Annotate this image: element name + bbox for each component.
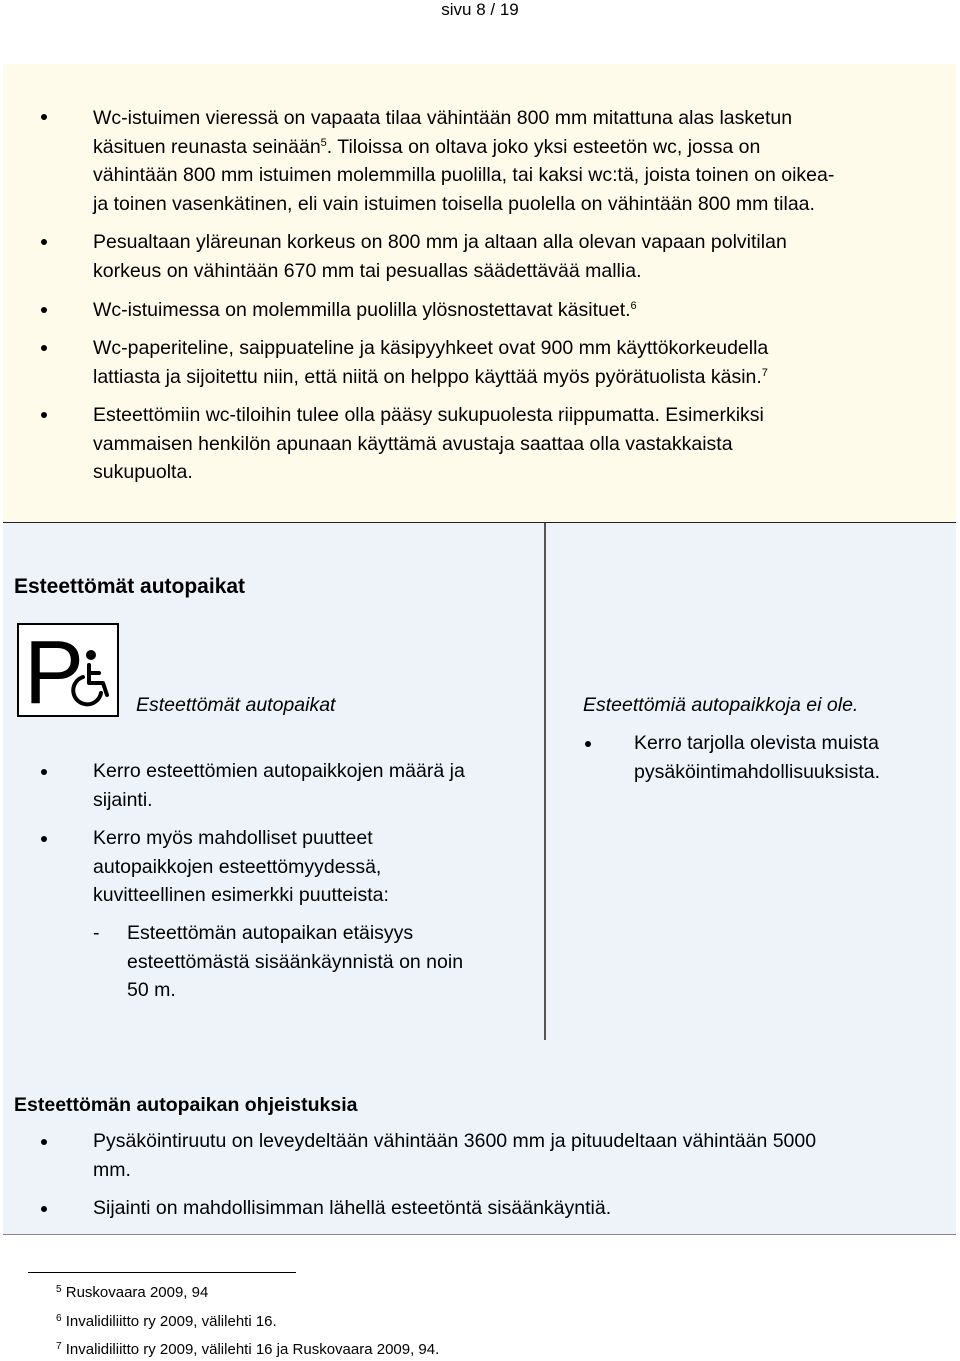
bullet xyxy=(41,114,47,120)
list-item xyxy=(634,729,954,786)
bullet xyxy=(41,345,47,351)
accessible-parking-icon xyxy=(17,623,119,717)
list-item xyxy=(93,1194,943,1223)
text-line: käsituen reunasta seinään$^5$. Tiloissa on oltava joko yksi esteetön wc, jossa on xyxy=(93,135,761,158)
list-item xyxy=(93,401,933,487)
parking-letter: P xyxy=(24,625,85,715)
list-item xyxy=(93,1127,943,1184)
accessible-parking-icon-graphic xyxy=(19,625,117,715)
dash-marker: - xyxy=(93,922,100,944)
text-line: Sijainti on mahdollisimman lähellä esteetöntä sisäänkäyntiä. xyxy=(93,1197,612,1219)
text-line: Pysäköintiruutu on leveydeltään vähintään 3600 mm ja pituudeltaan vähintään 5000 xyxy=(93,1130,817,1152)
text-line: ja toinen vasenkätinen, eli vain istuimen toisella puolella on vähintään 800 mm tilaa. xyxy=(93,192,815,215)
text-line: autopaikkojen esteettömyydessä, xyxy=(93,855,382,878)
list-item xyxy=(93,334,933,391)
text-line: Wc-istuimen vieressä on vapaata tilaa vähintään 800 mm mitattuna alas lasketun xyxy=(93,107,793,129)
bullet xyxy=(41,239,47,245)
text-line: sukupuolta. xyxy=(93,461,193,483)
footnote-ref[interactable]: 6 xyxy=(630,300,637,312)
text-line: vammaisen henkilön apunaan käyttämä avustaja saattaa olla vastakkaista xyxy=(93,432,733,455)
text-line: Wc-paperiteline, saippuateline ja käsipyyhkeet ovat 900 mm käyttökorkeudella xyxy=(93,337,769,359)
footnote-ref[interactable]: 5 xyxy=(320,136,327,149)
text-line: esteettömästä sisäänkäynnistä on noin xyxy=(127,950,464,973)
list-item xyxy=(93,757,533,814)
text-line: vähintään 800 mm istuimen molemmilla puolilla, tai kaksi wc:tä, joista toinen on oikea- xyxy=(93,164,835,186)
footnote-ref[interactable]: 7 xyxy=(761,366,768,379)
footnote: $^5$ Ruskovaara 2009, 94 xyxy=(56,1284,209,1301)
text-line: Esteettömän autopaikan etäisyys xyxy=(127,922,414,944)
text-line: Wc-istuimessa on molemmilla puolilla ylösnostettavat käsituet.$^6$ xyxy=(93,299,637,321)
bullet xyxy=(41,1139,47,1145)
text-line: 50 m. xyxy=(127,979,176,1001)
left-caption: Esteettömät autopaikat xyxy=(136,694,336,716)
page-number: sivu 8 / 19 xyxy=(441,0,519,19)
list-item xyxy=(93,104,933,218)
text-line: Kerro myös mahdolliset puutteet xyxy=(93,827,373,849)
column-divider xyxy=(544,523,546,1040)
bullet xyxy=(41,836,47,842)
text-line: Esteettömiin wc-tiloihin tulee olla pääsy sukupuolesta riippumatta. Esimerkiksi xyxy=(93,404,764,426)
footnote: $^7$ Invalidiliitto ry 2009, välilehti 16 ja Ruskovaara 2009, 94. xyxy=(56,1341,440,1358)
bullet xyxy=(41,1206,47,1212)
text-line: Kerro esteettömien autopaikkojen määrä ja xyxy=(93,760,465,782)
guidelines-heading: Esteettömän autopaikan ohjeistuksia xyxy=(14,1094,358,1116)
text-line: lattiasta ja sijoitettu niin, että niitä on helppo käyttää myös pyörätuolista käsin.$^7$ xyxy=(93,365,768,388)
bullet xyxy=(585,741,591,747)
footnote-separator xyxy=(28,1272,296,1273)
list-item xyxy=(93,824,533,910)
text-line: Pesualtaan yläreunan korkeus on 800 mm ja altaan alla olevan vapaan polvitilan xyxy=(93,231,787,253)
bullet xyxy=(41,307,47,313)
parking-heading: Esteettömät autopaikat xyxy=(14,575,246,598)
text-line: kuvitteellinen esimerkki puutteista: xyxy=(93,884,389,906)
list-item xyxy=(93,296,933,325)
right-caption: Esteettömiä autopaikkoja ei ole. xyxy=(583,694,859,716)
text-line: Kerro tarjolla olevista muista xyxy=(634,732,879,754)
text-line: mm. xyxy=(93,1158,131,1181)
text-line: korkeus on vähintään 670 mm tai pesuallas säädettävää mallia. xyxy=(93,259,642,282)
text-line: pysäköintimahdollisuuksista. xyxy=(634,760,881,783)
bullet xyxy=(41,412,47,418)
dash-item xyxy=(127,919,537,1005)
footnote: $^6$ Invalidiliitto ry 2009, välilehti 16. xyxy=(56,1313,277,1330)
bullet xyxy=(41,769,47,775)
list-item xyxy=(93,228,933,285)
text-line: sijainti. xyxy=(93,788,153,811)
